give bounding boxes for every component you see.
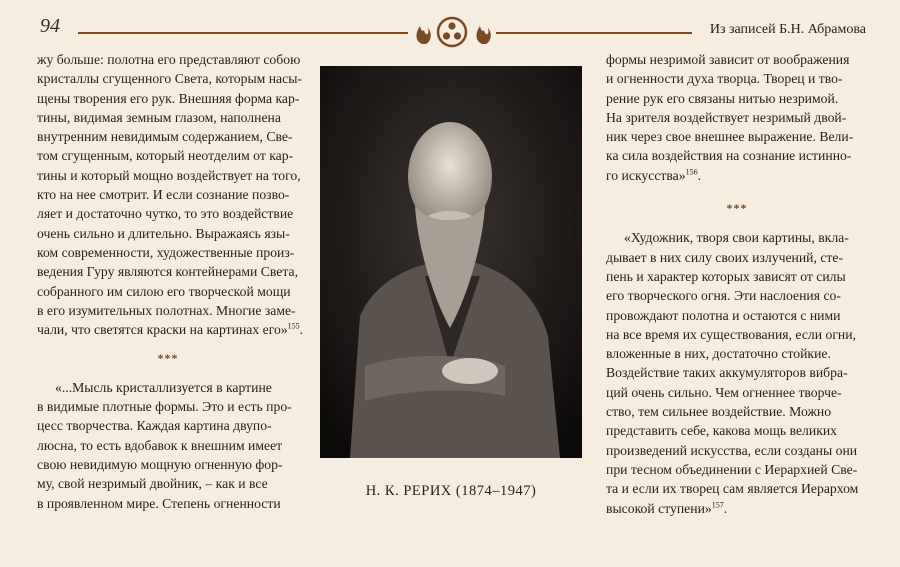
text-line: внутренним невидимым содержанием, Све-	[37, 129, 293, 145]
portrait-illustration	[320, 66, 582, 458]
text-line: высокой ступени»	[606, 500, 712, 516]
footnote-ref[interactable]: 157	[711, 499, 724, 509]
text-line: рение рук его связаны нитью незримой.	[606, 90, 839, 106]
text-line: го искусства»	[606, 167, 686, 183]
text-line: ка сила воздействия на сознание истинно-	[606, 148, 852, 164]
text-line: ведения Гуру являются контейнерами Света,	[37, 264, 299, 280]
left-column	[37, 50, 304, 513]
text-line: «Художник, творя свои картины, вкла-	[624, 230, 849, 246]
text-line-last: высокой ступени»$^{157}$.	[606, 499, 728, 516]
text-line: на все время их существования, если огни,	[606, 326, 857, 342]
right-paragraph-2	[606, 228, 868, 517]
text-line: ство, тем сильнее воздействие. Можно	[606, 404, 832, 420]
footnote-ref[interactable]: 156	[685, 167, 698, 177]
text-line-last: го искусства»$^{156}$.	[606, 167, 701, 183]
portrait-caption: Н. К. РЕРИХ (1874–1947)	[365, 483, 537, 499]
text-line: провождают полотна и остаются с ними	[606, 307, 841, 323]
footnote-ref[interactable]: 155	[287, 321, 300, 331]
text-line: цесс творчества. Каждая картина двупо-	[37, 418, 272, 434]
text-line: люсна, то есть вдобавок к внешним имеет	[37, 437, 283, 453]
banner-of-peace-circle	[438, 18, 466, 46]
text-line: тины и который мощно воздействует на того,	[37, 167, 301, 183]
flame-right-icon	[477, 26, 491, 44]
hand-shape	[442, 358, 498, 384]
text-line: произведений искусства, если созданы они	[606, 442, 858, 458]
text-line: в проявленном мире. Степень огненности	[37, 495, 281, 511]
left-paragraph-1	[37, 50, 304, 339]
left-paragraph-2	[37, 378, 299, 513]
banner-of-peace-dot-left	[443, 32, 450, 39]
text-line: свою невидимую мощную огненную фор-	[37, 456, 283, 472]
text-line: представить себе, какова мощь великих	[606, 423, 838, 439]
text-line-last: чали, что светятся краски на картинах его»$^{155}$.	[37, 321, 304, 338]
text-line: Воздействие таких аккумуляторов вибра-	[606, 365, 848, 381]
text-line: «...Мысль кристаллизуется в картине	[55, 379, 272, 395]
flame-left-icon	[417, 26, 431, 44]
text-line: кто на нее смотрит. И если сознание позво-	[37, 187, 290, 203]
text-line: та и если их творец сам является Иерархом	[606, 481, 859, 497]
section-separator: ***	[726, 201, 748, 216]
text-line: тины, видимая земным глазом, наполнена	[37, 109, 281, 125]
banner-of-peace-dot-top	[448, 22, 455, 29]
text-line: ник через свое внешнее выражение. Вели-	[606, 129, 854, 145]
section-separator: ***	[157, 351, 179, 366]
text-line: в видимые плотные формы. Это и есть про-	[37, 399, 292, 415]
right-paragraph-1	[606, 50, 868, 185]
text-line: в его изумительных полотнах. Многие заме-	[37, 302, 296, 318]
text-line: чали, что светятся краски на картинах его»	[37, 322, 288, 338]
portrait-photo	[320, 66, 582, 458]
text-line: На зрителя воздействует незримый двой-	[606, 109, 847, 125]
header-rule-right	[496, 32, 692, 34]
text-line: ций очень сильно. Чем огненнее творче-	[606, 384, 842, 400]
text-line: жу больше: полотна его представляют собою	[37, 52, 301, 67]
text-line: дывает в них силу своих излучений, сте-	[606, 249, 844, 265]
emblem-icon	[410, 14, 494, 50]
banner-of-peace-dot-right	[454, 32, 461, 39]
text-line: кристаллы сгущенного Света, которым насы-	[37, 71, 302, 87]
page-number: 94	[40, 15, 60, 37]
text-line: очень сильно и длительно. Выражаясь язы-	[37, 225, 290, 241]
right-column	[606, 50, 868, 518]
running-head: Из записей Б.Н. Абрамова	[709, 22, 866, 37]
text-line: и огненности духа творца. Творец и тво-	[606, 71, 843, 87]
text-line: собранного им силою его творческой мощи	[37, 283, 291, 299]
text-line: щены творения его рук. Внешняя форма кар-	[37, 90, 300, 106]
text-line: формы незримой зависит от воображения	[606, 52, 850, 67]
text-line: вложенные в них, достаточно стойкие.	[606, 346, 831, 362]
text-line: при тесном объединении с Иерархией Све-	[606, 461, 858, 477]
text-line: пень и характер которых зависят от силы	[606, 268, 846, 284]
text-line: ляет и достаточно чутко, то это воздействие	[37, 206, 294, 222]
text-line: том сгущенным, который неотделим от кар-	[37, 148, 294, 164]
text-line: му, свой незримый двойник, – как и все	[37, 476, 268, 492]
text-line: ком современности, художественные произ-	[37, 244, 295, 260]
header-rule-left	[78, 32, 408, 34]
text-line: его творческого огня. Эти наслоения со-	[606, 288, 841, 304]
